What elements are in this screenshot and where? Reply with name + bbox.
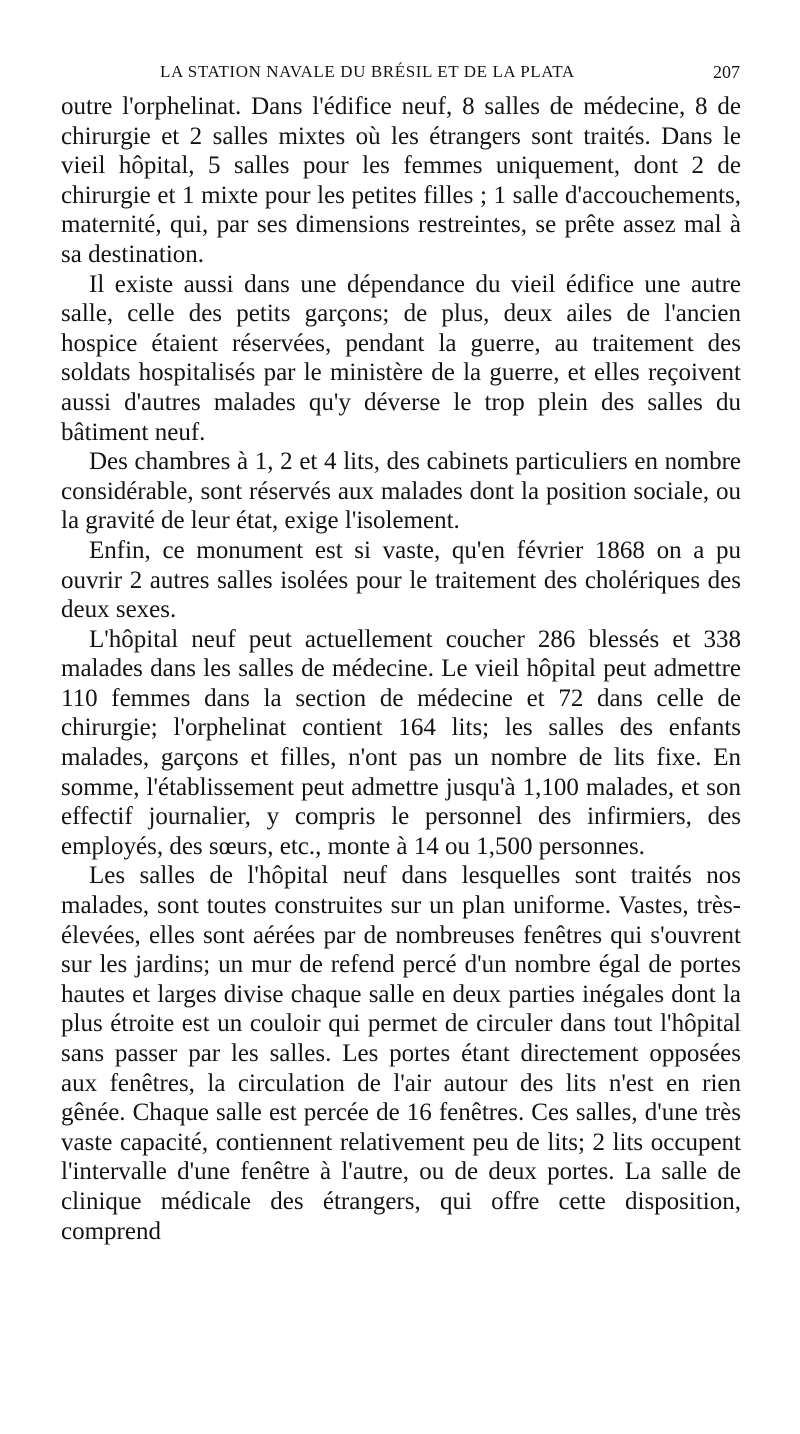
paragraph-dependance: Il existe aussi dans une dépendance du vieil édifice une autre salle, celle des petits garçons; de plus, deux ailes de l'ancien hospice étaient réservées, pendant la guerre, au traitement des soldats hospitalisés par le ministère de la guerre, et elles reçoivent aussi d'autres malades qu'y déverse le trop plein des salles du bâtiment neuf.	[61, 270, 741, 446]
paragraph-salles: Les salles de l'hôpital neuf dans lesquelles sont traités nos malades, sont toutes construites sur un plan uniforme. Vastes, très-élevées, elles sont aérées par de nombreuses fenêtres qui s'ouvrent sur les jardins; un mur de refend percé d'un nombre égal de portes hautes et larges divise chaque salle en deux parties inégales dont la plus étroite est un couloir qui permet de circuler dans tout l'hôpital sans passer par les salles. Les portes étant directement opposées aux fenêtres, la circulation de l'air autour des lits n'est en rien gênée. Chaque salle est percée de 16 fenêtres. Ces salles, d'une très vaste capacité, contiennent relativement peu de lits; 2 lits occupent l'intervalle d'une fenêtre à l'autre, ou de deux portes. La salle de clinique médicale des étrangers, qui offre cette disposition, comprend	[61, 862, 741, 1245]
body-text	[61, 92, 741, 1246]
paragraph-orphelinat: outre l'orphelinat. Dans l'édifice neuf, 8 salles de médecine, 8 de chirurgie et 2 salles mixtes où les étrangers sont traités. Dans le vieil hôpital, 5 salles pour les femmes uniquement, dont 2 de chirurgie et 1 mixte pour les petites filles ; 1 salle d'accouchements, maternité, qui, par ses dimensions restreintes, se prête assez mal à sa destination.	[61, 93, 741, 268]
running-header	[60, 62, 740, 90]
page-number: 207	[713, 62, 740, 82]
paragraph-capacite: L'hôpital neuf peut actuellement coucher 286 blessés et 338 malades dans les salles de médecine. Le vieil hôpital peut admettre 110 femmes dans la section de médecine et 72 dans celle de chirurgie; l'orphelinat contient 164 lits; les salles des enfants malades, garçons et filles, n'ont pas un nombre de lits fixe. En somme, l'établissement peut admettre jusqu'à 1,100 malades, et son effectif journalier, y compris le personnel des infirmiers, des employés, des sœurs, etc., monte à 14 ou 1,500 personnes.	[61, 625, 741, 860]
running-title: LA STATION NAVALE DU BRÉSIL ET DE LA PLATA	[160, 62, 575, 81]
paragraph-enfin: Enfin, ce monument est si vaste, qu'en février 1868 on a pu ouvrir 2 autres salles isolées pour le traitement des cholériques des deux sexes.	[61, 536, 741, 624]
paragraph-chambres: Des chambres à 1, 2 et 4 lits, des cabinets particuliers en nombre considérable, sont réservés aux malades dont la position sociale, ou la gravité de leur état, exige l'isolement.	[61, 448, 741, 535]
